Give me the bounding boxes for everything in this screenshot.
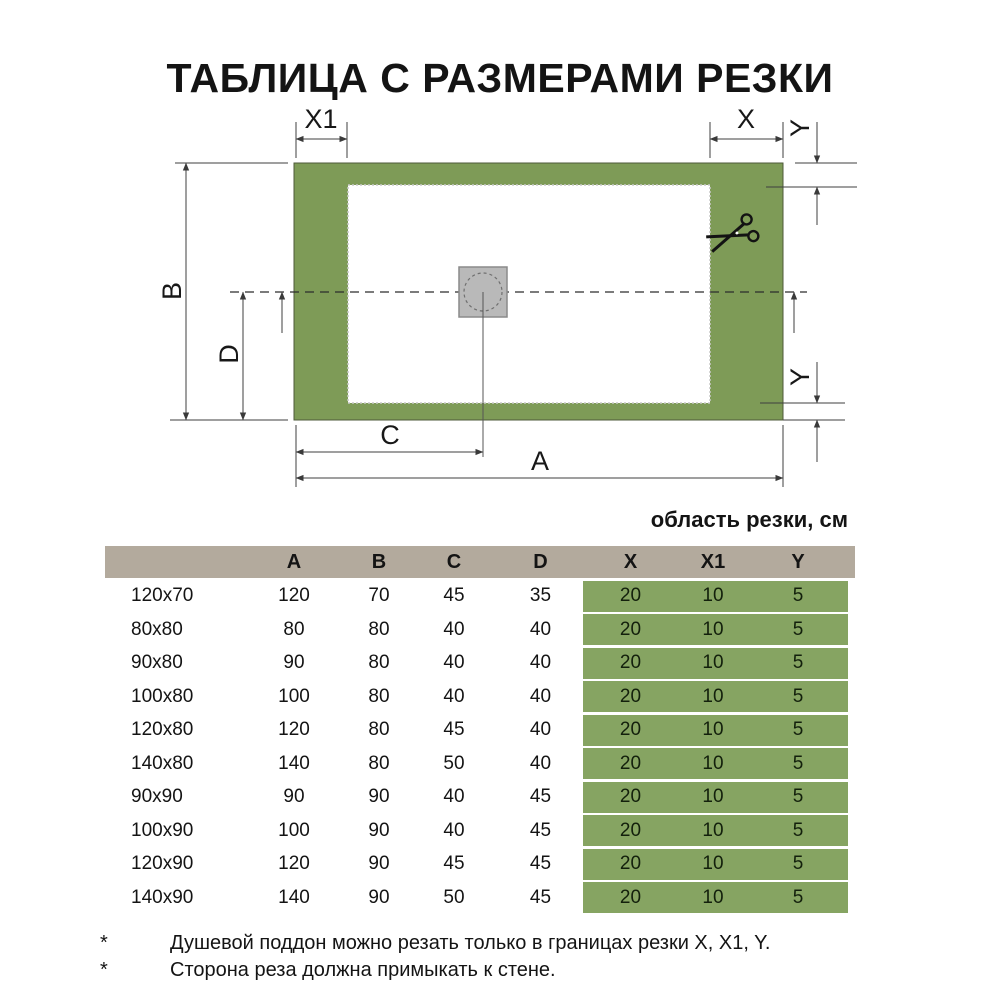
cell-size: 120x90	[131, 853, 194, 874]
cell-a: 120	[278, 719, 310, 740]
cell-d: 45	[529, 819, 552, 841]
header-cell-d: D	[533, 550, 548, 573]
cell-b: 90	[368, 886, 390, 908]
cell-a: 120	[278, 585, 310, 606]
cell-size: 80x80	[131, 618, 183, 640]
cell-d: 40	[529, 652, 552, 673]
size-table	[105, 546, 855, 913]
cell-x: 20	[583, 815, 678, 846]
cell-x1: 10	[678, 614, 748, 645]
cell-a: 90	[283, 652, 305, 673]
table-row	[105, 648, 855, 679]
cell-a: 100	[278, 819, 310, 841]
cell-size: 90x90	[131, 786, 183, 807]
footnote	[100, 931, 770, 955]
cell-a: 80	[283, 618, 305, 640]
table-header	[105, 546, 855, 578]
cell-a: 140	[278, 886, 310, 908]
header-cell-a: A	[286, 550, 302, 573]
cell-x1: 10	[678, 681, 748, 712]
table-row	[105, 849, 855, 880]
dim-y-bottom-label: Y	[785, 367, 815, 387]
table-row	[105, 581, 855, 612]
cell-d: 40	[529, 618, 552, 640]
cell-b: 90	[368, 853, 390, 874]
cell-size: 100x80	[131, 685, 194, 707]
cell-c: 40	[443, 819, 465, 841]
cell-y: 5	[748, 681, 848, 712]
header-cell-c: C	[446, 550, 462, 573]
table-row	[105, 681, 855, 712]
cell-a: 100	[278, 685, 310, 707]
cell-a: 120	[278, 853, 310, 874]
cell-x1: 10	[678, 849, 748, 880]
dim-x1-label: X1	[304, 104, 338, 134]
cell-y: 5	[748, 748, 848, 779]
footnote-marker: *	[100, 959, 108, 981]
cell-a: 90	[283, 786, 305, 807]
header-cell-y: Y	[791, 550, 805, 573]
cell-b: 90	[368, 819, 390, 841]
cell-c: 45	[443, 585, 465, 606]
cell-x: 20	[583, 782, 678, 813]
cell-x: 20	[583, 715, 678, 746]
table-row	[105, 748, 855, 779]
page-title: ТАБЛИЦА С РАЗМЕРАМИ РЕЗКИ	[166, 55, 834, 102]
cell-x1: 10	[678, 715, 748, 746]
cell-x: 20	[583, 681, 678, 712]
dim-a-label: A	[530, 446, 550, 476]
cell-c: 40	[443, 786, 465, 807]
header-cell-x1: X1	[700, 550, 726, 573]
cell-d: 40	[529, 752, 552, 774]
cell-c: 40	[443, 618, 465, 640]
cell-x1: 10	[678, 648, 748, 679]
cell-c: 40	[443, 652, 465, 673]
dim-b	[170, 163, 288, 420]
cell-x: 20	[583, 882, 678, 913]
cell-y: 5	[748, 614, 848, 645]
cell-x: 20	[583, 748, 678, 779]
dim-y-top-label: Y	[785, 118, 815, 138]
cell-d: 35	[529, 585, 552, 606]
cell-y: 5	[748, 648, 848, 679]
cell-x: 20	[583, 648, 678, 679]
table-row	[105, 815, 855, 846]
cell-x1: 10	[678, 815, 748, 846]
header-cell-b: B	[371, 550, 387, 573]
cell-x: 20	[583, 849, 678, 880]
cell-b: 70	[368, 585, 390, 606]
cell-d: 45	[529, 786, 552, 807]
cell-size: 90x80	[131, 652, 183, 673]
footnote-marker: *	[100, 932, 108, 954]
table-rows	[105, 581, 855, 914]
footnote-text: Сторона реза должна примыкать к стене.	[170, 959, 556, 981]
cell-c: 45	[443, 719, 465, 740]
dim-x-label: X	[736, 104, 756, 134]
cell-y: 5	[748, 715, 848, 746]
header-cell-x: X	[623, 550, 638, 573]
cell-b: 80	[368, 752, 390, 774]
cell-b: 80	[368, 618, 390, 640]
cell-d: 40	[529, 719, 552, 740]
cell-y: 5	[748, 815, 848, 846]
cell-d: 45	[529, 853, 552, 874]
cut-area-label: область резки, см	[650, 507, 848, 532]
cell-size: 100x90	[131, 819, 194, 841]
footnote-text: Душевой поддон можно резать только в границах резки X, X1, Y.	[170, 932, 771, 954]
cell-size: 140x90	[131, 886, 194, 908]
table-row	[105, 782, 855, 813]
cell-y: 5	[748, 782, 848, 813]
cell-b: 80	[368, 685, 390, 707]
cell-c: 50	[443, 752, 465, 774]
cut-boundary	[348, 185, 710, 403]
dim-b-label: B	[157, 281, 187, 301]
cell-x1: 10	[678, 882, 748, 913]
cell-b: 90	[368, 786, 390, 807]
cell-x: 20	[583, 614, 678, 645]
cell-size: 120x70	[131, 585, 194, 606]
cell-c: 50	[443, 886, 465, 908]
cell-size: 140x80	[131, 752, 194, 774]
cell-x1: 10	[678, 782, 748, 813]
cell-size: 120x80	[131, 719, 194, 740]
cell-x1: 10	[678, 748, 748, 779]
footnotes	[100, 931, 770, 985]
cutting-diagram	[0, 95, 1000, 505]
cell-y: 5	[748, 849, 848, 880]
table-row	[105, 614, 855, 645]
cell-c: 45	[443, 853, 465, 874]
cell-c: 40	[443, 685, 465, 707]
cell-y: 5	[748, 882, 848, 913]
dim-d-label: D	[214, 344, 244, 364]
cell-y: 5	[748, 581, 848, 612]
cell-b: 80	[368, 652, 390, 673]
table-row	[105, 715, 855, 746]
cell-a: 140	[278, 752, 310, 774]
header-cell-size	[105, 546, 240, 578]
cell-x: 20	[583, 581, 678, 612]
cell-x1: 10	[678, 581, 748, 612]
footnote	[100, 958, 770, 982]
cell-b: 80	[368, 719, 390, 740]
cell-d: 40	[529, 685, 552, 707]
dim-c-label: C	[380, 420, 400, 450]
table-row	[105, 882, 855, 913]
cell-d: 45	[529, 886, 552, 908]
